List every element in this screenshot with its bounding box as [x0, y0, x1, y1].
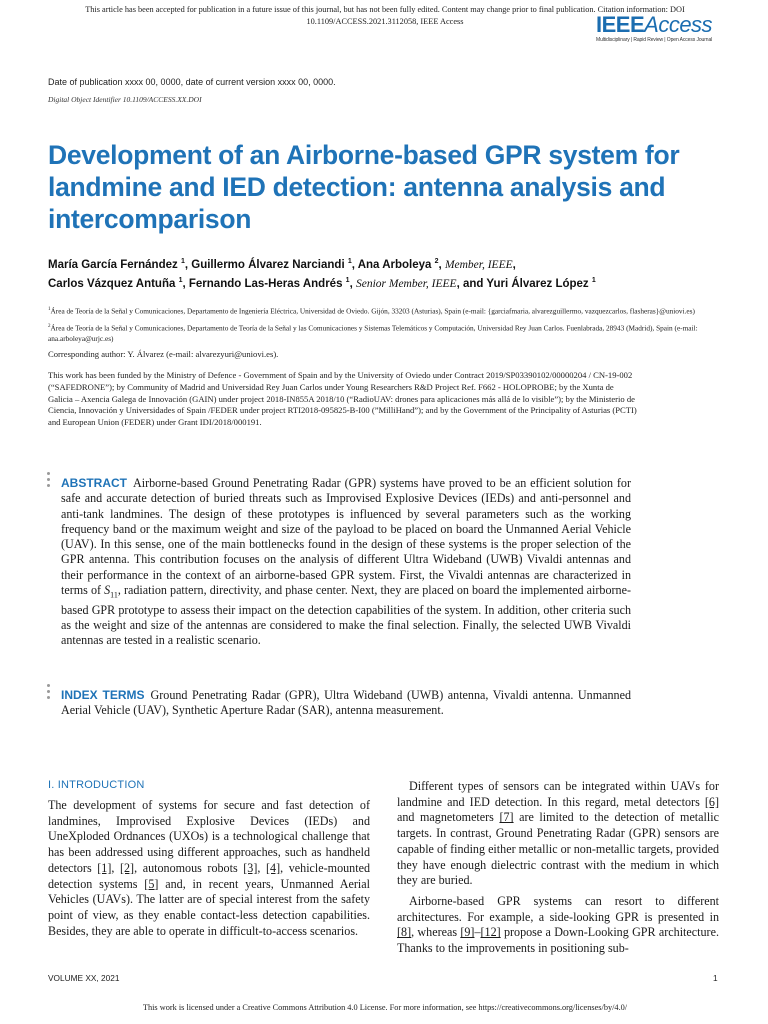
citation-link[interactable]: [2]	[119, 860, 135, 875]
text-run: are limited to the detection of metallic targets. In contrast, Ground Penetrating Radar (GPR) sensors are capable of finding either metallic or non-metallic targets, provided they have enough dielectric contrast with the medium in which they are buried.	[397, 810, 719, 888]
citation-link[interactable]: [6]	[704, 794, 719, 809]
text-run: ,	[257, 860, 266, 875]
text-run: –	[474, 925, 481, 940]
author-name: Guillermo Álvarez Narciandi	[191, 258, 345, 271]
author-name: María García Fernández	[48, 258, 178, 271]
affiliation-number: 2	[48, 324, 51, 329]
text-run: ,	[111, 860, 120, 875]
funding-statement: This work has been funded by the Ministry of Defence - Government of Spain and by the University of Oviedo under Contract 2019/SP03390102/00000204 / CN-19-002 (“SAFEDRONE”); by Community of Madrid and Universidad Rey Juan Carlos under Young Researchers R&D Project Ref. F662 - HOLOPROBE; by the Xunta de Galicia – Axencia Galega de Innovación (GAIN) under project 2018-IN855A 2018/10 (“RadioUAV: drones para aplicaciones más allá de lo visible”); by the Ministerio de Ciencia, Innovación y Universidades of Spain /FEDER under project RTI2018-095825-B-I00 (”MilliHand”); and by the Government of the Principality of Asturias (PCTI) and European Union (FEDER) under Grant IDI/2018/000191.	[48, 370, 637, 428]
citation-link[interactable]: [8]	[397, 925, 412, 940]
author-affiliation-mark: 1	[180, 258, 185, 265]
text-run: propose a Down-Looking GPR architecture. Thanks to the improvements in positioning sub-	[397, 925, 719, 956]
s11-symbol: S	[104, 583, 111, 598]
author-affiliation-mark: 1	[347, 258, 352, 265]
author-name: Yuri Álvarez López	[486, 277, 589, 290]
citation-link[interactable]: [3]	[243, 860, 258, 875]
logo-access: Access	[644, 12, 713, 37]
logo-tagline: Multidisciplinary | Rapid Review | Open Access Journal	[596, 37, 713, 43]
text-run: The development of systems for secure and fast detection of landmines, Improvised Explosive Devices (IEDs) and UneXploded Ordnances (UXOs) is a technological challenge that has been addressed using different approaches, such as handheld detectors	[48, 798, 370, 875]
text-run: Airborne-based GPR systems can resort to different architectures. For example, a side-looking GPR is presented in	[397, 893, 719, 924]
index-terms-label: INDEX TERMS	[61, 688, 145, 702]
affiliation-text: Área de Teoría de la Señal y Comunicaciones, Departamento de Teoría de la Señal y las Comunicaciones y Sistemas Telemáticos y Computación, Universidad Rey Juan Carlos. Fuenlabrada, 28943 (Madrid), Spain (e-mail: ana.arboleya@urjc.es)	[48, 323, 698, 343]
abstract	[61, 476, 631, 649]
author-affiliation-mark: 1	[345, 276, 350, 284]
author-affiliation-mark: 2	[434, 258, 439, 265]
affiliation-2	[48, 322, 738, 344]
page-number: 1	[713, 973, 718, 983]
author-name: Carlos Vázquez Antuña	[48, 277, 176, 290]
corresponding-author: Corresponding author: Y. Álvarez (e-mail: alvarezyuri@uniovi.es).	[48, 349, 279, 359]
index-terms	[61, 688, 631, 719]
index-terms-marker-dots	[47, 684, 51, 702]
logo-ieee: IEEE	[596, 12, 645, 37]
section-heading-introduction: I. INTRODUCTION	[48, 779, 145, 791]
doi-citation: 10.1109/ACCESS.2021.3112058, IEEE Access	[306, 17, 464, 26]
affiliation-number: 1	[48, 307, 51, 312]
abstract-marker-dots	[47, 472, 51, 490]
author-connector: and	[462, 277, 484, 290]
citation-link[interactable]: [9]	[460, 925, 475, 940]
publication-date: Date of publication xxxx 00, 0000, date of current version xxxx 00, 0000.	[48, 77, 336, 87]
text-run: , vehicle-mounted detection systems	[48, 860, 370, 891]
index-terms-text: Ground Penetrating Radar (GPR), Ultra Wideband (UWB) antenna, Vivaldi antenna. Unmanned Aerial Vehicle (UAV), Synthetic Aperture Radar (SAR), antenna measurement.	[61, 688, 631, 718]
text-run: and, in recent years, Unmanned Aerial Vehicles (UAVs). The latter are of special interest from the safety point of view, as they enable contact-less detection capabilities. Besides, they are able to operate in difficult-to-access scenarios.	[48, 876, 370, 938]
accepted-notice: This article has been accepted for publication in a future issue of this journal, but has not been fully edited. Content may change prior to final publication. Citation information: DOI	[85, 5, 685, 14]
author-name: Fernando Las-Heras Andrés	[188, 277, 343, 290]
ieee-access-logo	[596, 13, 736, 43]
paper-title: Development of an Airborne-based GPR system for landmine and IED detection: antenna analysis and intercomparison	[48, 140, 680, 234]
author-membership: Senior Member, IEEE	[355, 277, 457, 290]
digital-object-identifier: Digital Object Identifier 10.1109/ACCESS.XX.DOI	[48, 95, 202, 104]
text-run: Different types of sensors can be integrated within UAVs for landmine and IED detection. In this regard, metal detectors	[397, 779, 719, 809]
text-run: and magnetometers	[397, 810, 500, 825]
affiliation-text: Área de Teoría de la Señal y Comunicaciones, Departamento de Ingeniería Eléctrica, Universidad de Oviedo. Gijón, 33203 (Asturias), Spain (e-mail: {garciafmaria, alvarezguillermo, vazquezcarlos, flasheras}@uniovi.es)	[50, 306, 695, 316]
text-run: , autonomous robots	[134, 860, 244, 875]
license-notice: This work is licensed under a Creative Commons Attribution 4.0 License. For more information, see https://creativecommons.org/licenses/by/4.0/	[142, 1003, 628, 1012]
intro-paragraph-1	[48, 798, 370, 939]
author-affiliation-mark: 1	[591, 276, 596, 284]
intro-paragraph-3	[397, 894, 719, 957]
citation-link[interactable]: [12]	[480, 925, 501, 940]
author-affiliation-mark: 1	[178, 276, 183, 284]
intro-left-column	[48, 798, 370, 939]
intro-paragraph-2	[397, 779, 719, 889]
affiliation-1	[48, 305, 738, 317]
text-run: , whereas	[411, 925, 461, 940]
citation-link[interactable]: [7]	[499, 810, 514, 825]
author-list: María García Fernández $^1$, Guillermo Álvarez Narciandi $^1$, Ana Arboleya $^2$, Member, IEEE, Carlos Vázquez Antuña $^1$, Fernando Las-Heras Andrés $^1$, Senior Member, IEEE, and Yuri Álvarez López $^1$	[48, 258, 596, 290]
citation-link[interactable]: [4]	[266, 860, 281, 875]
abstract-text-part1: Airborne-based Ground Penetrating Radar (GPR) systems have proved to be an efficient solution for safe and accurate detection of buried threats such as Improvised Explosive Devices (IEDs) and anti-personnel and anti-tank landmines. The design of these prototypes is influenced by several parameters such as the working frequency band or the maximum weight and size of the payload to be placed on board the Unmanned Aerial Vehicle (UAV). In this sense, one of the main bottlenecks found in the design of these systems is the proper selection of the GPR antenna. This contribution focuses on the analysis of different Ultra Wideband (UWB) Vivaldi antennas and their performance in the context of an airborne-based GPR system. First, the Vivaldi antennas are characterized in terms of	[61, 476, 631, 598]
author-name: Ana Arboleya	[357, 258, 432, 271]
citation-link[interactable]: [5]	[144, 876, 159, 891]
abstract-label: ABSTRACT	[61, 476, 127, 490]
volume-label: VOLUME XX, 2021	[48, 973, 120, 983]
citation-link[interactable]: [1]	[97, 860, 112, 875]
abstract-text-part2: , radiation pattern, directivity, and phase center. Next, they are placed on board the implemented airborne-based GPR prototype to assess their impact on the detection capabilities of the system. In addition, other criteria such as the weight and size of the antennas are considered to make the final selection. Finally, the selected UWB Vivaldi antennas are tested in a realistic scenario.	[61, 583, 631, 648]
s11-subscript: 11	[110, 590, 118, 600]
author-membership: Member, IEEE	[444, 258, 513, 271]
intro-right-column	[397, 779, 719, 957]
